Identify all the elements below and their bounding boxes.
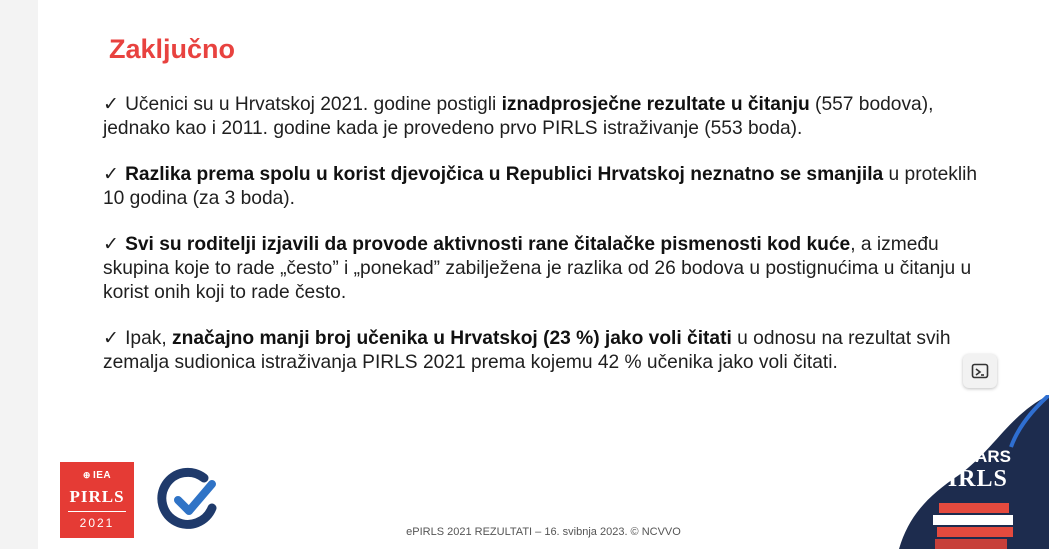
- bullet-list: [103, 93, 1003, 397]
- checkmark-icon: ✓: [103, 164, 120, 185]
- anniversary-logo: 20 YEARS PIRLS: [929, 447, 1011, 492]
- bullet-item: ✓ Svi su roditelji izjavili da provode aktivnosti rane čitalačke pismenosti kod kuće, a između skupina koje to rade „često” i „ponekad” zabilježena je razlika od 26 bodova u postignućima u čitanju u korist onih koji to rade često.: [103, 234, 972, 303]
- ncvvo-logo-icon: [156, 466, 226, 532]
- expand-view-button[interactable]: [963, 354, 997, 388]
- bullet-item: ✓ Ipak, značajno manji broj učenika u Hrvatskoj (23 %) jako voli čitati u odnosu na rezultat svih zemalja sudionica istraživanja PIRLS 2021 prema kojemu 42 % učenika jako voli čitati.: [103, 328, 951, 373]
- checkmark-icon: ✓: [103, 328, 120, 349]
- bullet-item: ✓ Razlika prema spolu u korist djevojčica u Republici Hrvatskoj neznatno se smanjila u proteklih 10 godina (za 3 boda).: [103, 164, 978, 209]
- slide-footer: ePIRLS 2021 REZULTATI – 16. svibnja 2023. © NCVVO: [406, 526, 681, 538]
- bullet-item: ✓ Učenici su u Hrvatskoj 2021. godine postigli iznadprosječne rezultate u čitanju (557 bodova), jednako kao i 2011. godine kada je provedeno prvo PIRLS istraživanje (553 boda).: [103, 94, 934, 139]
- iea-pirls-2021-logo: ⊕ IEA PIRLS 2021: [60, 462, 134, 538]
- checkmark-icon: ✓: [103, 234, 120, 255]
- checkmark-icon: ✓: [103, 94, 120, 115]
- slide-title: Zaključno: [109, 34, 236, 64]
- expand-icon: [971, 362, 989, 380]
- presentation-slide: [38, 0, 1049, 549]
- viewer-left-margin: [0, 0, 38, 549]
